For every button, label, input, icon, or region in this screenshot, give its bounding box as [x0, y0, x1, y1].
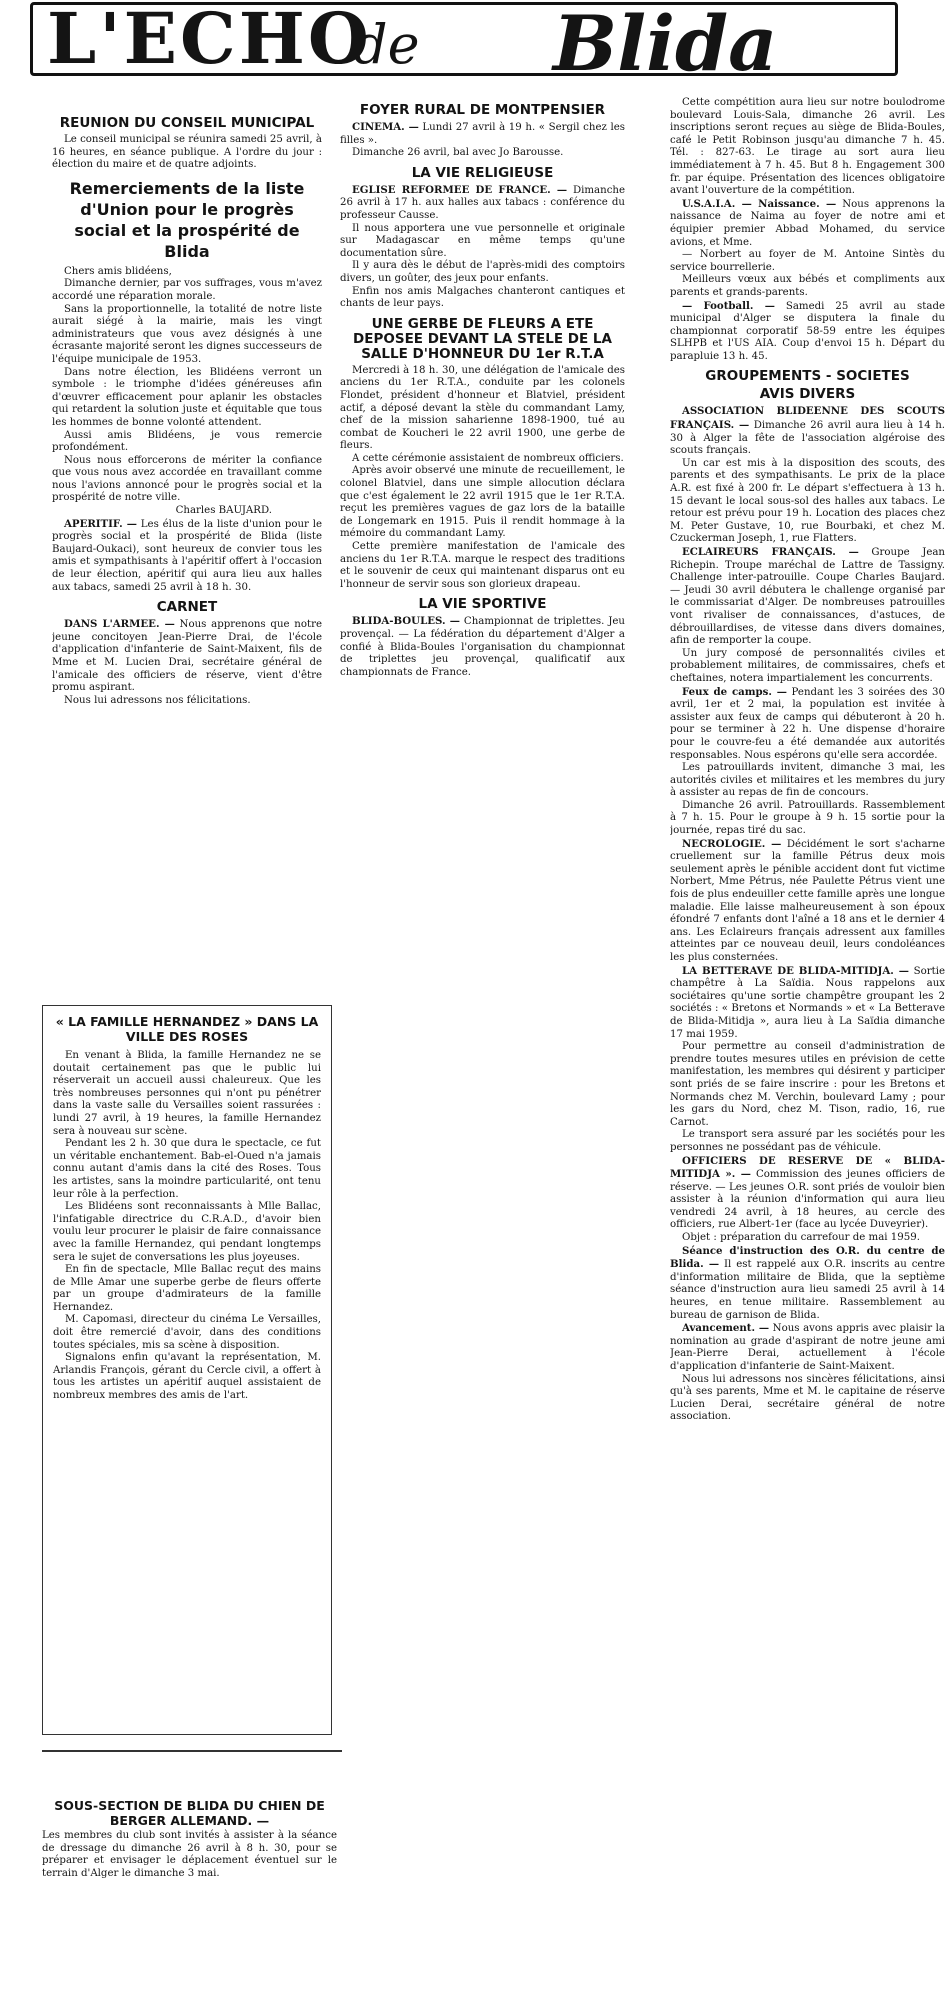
heading-avis-divers: AVIS DIVERS — [759, 386, 856, 403]
lead: Avancement. — — [682, 1322, 770, 1335]
paragraph-boules — [340, 615, 625, 679]
text: Sortie champêtre à La Saïdia. Nous rappelons aux sociétaires qu'une sortie champêtre groupant les 2 sociétés : « Bretons et Normands » et « La Betterave de Blida-Mitidja », aura lieu à La Saïdia dimanche 17 mai 1959. — [670, 965, 945, 1040]
paragraph: Mercredi à 18 h. 30, une délégation de l'amicale des anciens du 1er R.T.A., conduite par les colonels Flondet, président d'honneur et Blatviel, président actif, a déposé devant la stèle du commandant Lamy, chef de la mission saharienne 1898-1900, tué au combat de Koucheri le 22 avril 1900, une gerbe de fleurs. — [340, 364, 625, 452]
paragraph: M. Capomasi, directeur du cinéma Le Versailles, doit être remercié d'avoir, dans des conditions toutes spéciales, mis sa scène à disposition. — [53, 1314, 321, 1351]
paragraph-eglise — [340, 184, 625, 223]
lead: ECLAIREURS FRANÇAIS. — — [682, 546, 859, 558]
lead: DANS L'ARMEE. — — [64, 618, 175, 631]
text: Lundi 27 avril à 19 h. « Sergil chez les filles ». — [340, 122, 625, 146]
column-3 — [670, 97, 945, 1992]
paragraph-scouts — [670, 405, 945, 457]
paragraph: Dimanche 26 avril. Patrouillards. Rassemblement à 7 h. 15. Pour le groupe à 9 h. 15 sortie pour la journée, repas tiré du sac. — [670, 799, 945, 837]
paragraph: Un car est mis à la disposition des scouts, des parents et des sympathisants. Le prix de la place A.R. est fixé à 200 fr. Le départ s'effectuera à 13 h. 15 devant le local sous-sol des halles aux tabacs. Le retour est prévu pour 19 h. Location des places chez M. Peter Gustave, 10, rue Bourbaki, et chez M. Czuckerman Joseph, 1, rue Flatters. — [670, 457, 945, 545]
paragraph: Dimanche 26 avril, bal avec Jo Barousse. — [352, 147, 564, 159]
text: Dimanche 26 avril aura lieu à 14 h. 30 à Alger la fête de l'association algéroise des scouts français. — [670, 420, 945, 457]
text: Il est rappelé aux O.R. inscrits au centre d'information militaire de Blida, que la septième séance d'instruction aura lieu samedi 25 avril à 14 heures, en tenue militaire. Rassemblement au bureau de garnison de Blida. — [670, 1259, 945, 1321]
text: Groupe Jean Richepin. Troupe maréchal de Lattre de Tassigny. Challenge inter-patrouille. Coupe Charles Baujard. — Jeudi 30 avril débutera le challenge organisé par le commissariat d'Alger. De nombreuses patrouilles vont rivaliser de connaissances, d'astuces, de débrouillardises, de vitesse dans divers domaines, afin de remporter la coupe. — [670, 547, 945, 647]
text: Championnat de triplettes. Jeu provençal. — La fédération du département d'Alger a confié à Blida-Boules l'organisation du championnat de triplettes jeu provençal, qualificatif aux championnats de France. — [340, 616, 625, 678]
paragraph: Il y aura dès le début de l'après-midi des comptoirs divers, un goûter, des jeux pour enfants. — [340, 260, 625, 284]
text: Nous apprenons que notre jeune concitoyen Jean-Pierre Drai, de l'école d'application d'infanterie de Saint-Maixent, fils de Mme et M. Lucien Drai, secrétaire général de l'amicale des officiers de réserve, vient d'être promu aspirant. — [52, 619, 322, 694]
heading-groupements: GROUPEMENTS - SOCIETES — [705, 368, 910, 385]
lead: — Football. — — [682, 299, 775, 312]
paragraph: Nous lui adressons nos félicitations. — [64, 694, 251, 706]
heading-carnet: CARNET — [156, 599, 218, 616]
text: Pendant les 3 soirées des 30 avril, 1er et 2 mai, la population est invitée à assister aux feux de camps qui débuteront à 20 h. pour se terminer à 22 h. Une dispense d'horaire pour le couvre-feu a été demandée aux autorités responsables. Nous espérons qu'elle sera accordée. — [670, 686, 945, 761]
paragraph: Cette compétition aura lieu sur notre boulodrome boulevard Louis-Sala, dimanche 26 avril. Les inscriptions seront reçues au siège de Blida-Boules, café le Petit Robinson jusqu'au dimanche 7 h. 45. Tél. : 827-63. Le tirage au sort aura lieu immédiatement à 7 h. 45. But 8 h. Engagement 300 fr. par équipe. Présentation des licences obligatoire avant l'ouverture de la compétition. — [670, 97, 945, 197]
masthead-title-de: de — [353, 13, 420, 76]
text: Les élus de la liste d'union pour le progrès social et la prospérité de Blida (liste Baujard-Oukaci), sont heureux de convier tous les amis et sympathisants à l'apéritif offert à l'occasion de leur élection, apéritif qui aura lieu aux halles aux tabacs, samedi 25 avril à 18 h. 30. — [52, 518, 322, 593]
paragraph: A cette cérémonie assistaient de nombreux officiers. — [352, 452, 624, 464]
paragraph-feux — [670, 686, 945, 763]
paragraph: Dimanche dernier, par vos suffrages, vous m'avez accordé une réparation morale. — [52, 278, 322, 302]
heading-chien-de-berger: SOUS-SECTION DE BLIDA DU CHIEN DE BERGER ALLEMAND. — — [54, 1798, 325, 1828]
paragraph-aperitif — [52, 518, 322, 595]
lead: APERITIF. — — [64, 517, 137, 530]
paragraph-cinema — [340, 121, 625, 147]
paragraph: Nous nous efforcerons de mériter la confiance que vous nous avez accordée en travaillant comme nous l'avions annoncé pour le progrès social et la prospérité de notre ville. — [52, 454, 322, 504]
paragraph: En venant à Blida, la famille Hernandez ne se doutait certainement pas que le public lui réserverait un accueil aussi chaleureux. Que les très nombreuses personnes qui n'ont pu pénétrer dans la vaste salle du Versailles soient rassurées : lundi 27 avril, à 19 heures, la famille Hernandez sera à nouveau sur scène. — [53, 1050, 321, 1137]
heading-vie-religieuse: LA VIE RELIGIEUSE — [411, 164, 554, 181]
heading-conseil-municipal: REUNION DU CONSEIL MUNICIPAL — [59, 115, 315, 131]
paragraph: Objet : préparation du carrefour de mai 1959. — [682, 1232, 920, 1244]
lead: OFFICIERS DE RESERVE DE « BLIDA-MITIDJA ». — — [670, 1154, 945, 1181]
heading-remerciements: Remerciements de la liste d'Union pour le progrès social et la prospérité de Blida — [69, 178, 305, 261]
signature: Charles BAUJARD. — [175, 505, 272, 517]
text: Samedi 25 avril au stade municipal d'Alger se disputera la finale du championnat corporatif 58-59 entre les équipes SLHPB et l'US AIA. Coup d'envoi 15 h. Départ du parapluie 13 h. 45. — [670, 300, 945, 362]
lead: Séance d'instruction des O.R. du centre de Blida. — — [670, 1244, 945, 1271]
masthead — [30, 2, 898, 76]
lead: LA BETTERAVE DE BLIDA-MITIDJA. — — [682, 964, 909, 977]
paragraph: Signalons enfin qu'avant la représentation, M. Arlandis François, gérant du Cercle civil, a offert à tous les artistes un apéritif auquel assistaient de nombreux membres des amis de l'art. — [53, 1352, 321, 1402]
lead: U.S.A.I.A. — Naissance. — — [682, 197, 837, 210]
paragraph: Un jury composé de personnalités civiles et probablement militaires, de commissaires, chefs et cheftaines, notera impartialement les concurrents. — [670, 647, 945, 684]
paragraph: Cette première manifestation de l'amicale des anciens du 1er R.T.A. marque le respect des traditions et le souvenir de ceux qui maintenant disparus ont eu l'honneur de servir sous son glorieux drapeau. — [340, 541, 625, 590]
paragraph-seance — [670, 1245, 945, 1323]
masthead-title-blida: Blida — [553, 2, 778, 76]
paragraph-betterave — [670, 965, 945, 1042]
text: Dimanche 26 avril à 17 h. aux halles aux tabacs : conférence du professeur Causse. — [340, 184, 625, 221]
lead: ASSOCIATION BLIDEENNE DES SCOUTS FRANÇAIS. — — [670, 405, 945, 432]
paragraph: Nous lui adressons nos sincères félicitations, ainsi qu'à ses parents, Mme et M. le capitaine de réserve Lucien Derai, secrétaire général de notre association. — [670, 1373, 945, 1423]
paragraph: Sans la proportionnelle, la totalité de notre liste aurait siégé à la mairie, mais les vingt administrateurs que vous avez désignés à une écrasante majorité seront les dignes successeurs de l'équipe municipale de 1953. — [52, 303, 322, 365]
paragraph-avancement — [670, 1322, 945, 1373]
paragraph: — Norbert au foyer de M. Antoine Sintès du service bourrellerie. — [670, 249, 945, 273]
article-chien-de-berger — [42, 1798, 337, 1880]
paragraph: En fin de spectacle, Mlle Ballac reçut des mains de Mlle Amar une superbe gerbe de fleurs offerte par un groupe d'admirateurs de la famille Hernandez. — [53, 1264, 321, 1313]
paragraph: Les Blidéens sont reconnaissants à Mlle Ballac, l'infatigable directrice du C.R.A.D., d'avoir bien voulu leur procurer le plaisir de faire connaissance avec la famille Hernandez, qui pendant longtemps sera le sujet de conversations les plus joyeuses. — [53, 1201, 321, 1263]
article-famille-hernandez — [42, 1005, 332, 1735]
lead: CINEMA. — — [352, 121, 419, 133]
divider — [42, 1750, 342, 1752]
heading-famille-hernandez: « LA FAMILLE HERNANDEZ » DANS LA VILLE DES ROSES — [55, 1014, 319, 1044]
text: Décidément le sort s'acharne cruellement sur la famille Pétrus deux mois seulement après le pénible accident dont fut victime Norbert, Mme Pétrus, née Paulette Pétrus vient une fois de plus endeuiller cette famille après une longue maladie. Elle laisse malheureusement à son époux éfondré 7 enfants dont l'aîné a 18 ans et le dernier 4 ans. Les Eclaireurs français adressent aux familles atteintes par ce nouveau deuil, leurs condoléances les plus consternées. — [670, 838, 945, 963]
lead: NECROLOGIE. — — [682, 837, 782, 850]
paragraph: Aussi amis Blidéens, je vous remercie profondément. — [52, 429, 322, 454]
paragraph: Les membres du club sont invités à assister à la séance de dressage du dimanche 26 avril à 8 h. 30, pour se préparer et envisager le déplacement éventuel sur le terrain d'Alger le dimanche 3 mai. — [42, 1830, 337, 1879]
paragraph: Le transport sera assuré par les sociétés pour les personnes ne possédant pas de véhicule. — [670, 1129, 945, 1153]
masthead-title-echo: L'ECHO — [47, 2, 372, 76]
heading-foyer-rural: FOYER RURAL DE MONTPENSIER — [359, 102, 606, 118]
paragraph: Pour permettre au conseil d'administration de prendre toutes mesures utiles en prévision de cette manifestation, les membres qui désirent y participer sont priés de se faire inscrire : pour les Bretons et Normands chez M. Verchin, boulevard Lamy ; pour les gars du Nord, chez M. Tison, radio, 16, rue Carnot. — [670, 1041, 945, 1128]
paragraph: Pendant les 2 h. 30 que dura le spectacle, ce fut un véritable enchantement. Bab-el-Oued n'a jamais connu autant d'amis dans la cité des Roses. Tous les artistes, sans la moindre particularité, ont tenu leur rôle à la perfection. — [53, 1138, 321, 1200]
lead: Feux de camps. — — [682, 685, 787, 698]
column-1 — [52, 110, 322, 902]
paragraph: Enfin nos amis Malgaches chanteront cantiques et chants de leur pays. — [340, 285, 625, 310]
paragraph: Le conseil municipal se réunira samedi 25 avril, à 16 heures, en séance publique. A l'ordre du jour : élection du maire et de quatre adjoints. — [52, 134, 322, 171]
paragraph-armee — [52, 618, 322, 695]
text: Commission des jeunes officiers de réserve. — Les jeunes O.R. sont priés de vouloir bien assister à la réunion d'information qui aura lieu vendredi 24 avril, à 18 heures, au cercle des officiers, rue Albert-1er (face au lycée Duveyrier). — [670, 1169, 945, 1231]
paragraph: Il nous apportera une vue personnelle et originale sur Madagascar en même temps qu'une documentation sûre. — [340, 222, 625, 259]
paragraph: Meilleurs vœux aux bébés et compliments aux parents et grands-parents. — [670, 274, 945, 298]
lead: EGLISE REFORMEE DE FRANCE. — — [352, 183, 568, 196]
paragraph-football — [670, 300, 945, 364]
text: Nous apprenons la naissance de Naima au foyer de notre ami et équipier premier Abbad Mohamed, du service avions, et Mme. — [670, 198, 945, 248]
paragraph-necrologie — [670, 838, 945, 965]
text: Nous avons appris avec plaisir la nomination au grade d'aspirant de notre jeune ami Jean-Pierre Derai, actuellement à l'école d'application d'infanterie de Saint-Maixent. — [670, 1323, 945, 1372]
lead: BLIDA-BOULES. — — [352, 615, 460, 628]
paragraph-eclaireurs — [670, 546, 945, 648]
heading-gerbe: UNE GERBE DE FLEURS A ETE DEPOSEE DEVANT LA STELE DE LA SALLE D'HONNEUR DU 1er R.T.A — [353, 315, 612, 362]
paragraph-usaia — [670, 198, 945, 249]
heading-vie-sportive: LA VIE SPORTIVE — [418, 596, 547, 613]
paragraph: Chers amis blidéens, — [64, 265, 172, 277]
paragraph: Les patrouillards invitent, dimanche 3 mai, les autorités civiles et militaires et les membres du jury à assister au repas de fin de concours. — [670, 762, 945, 799]
paragraph: Après avoir observé une minute de recueillement, le colonel Blatviel, dans une simple allocution déclara que c'est également le 22 avril 1915 que le 1er R.T.A. reçut les premières vagues de gaz lors de la bataille de Longemark en 1915. Puis il rendit hommage à la mémoire du commandant Lamy. — [340, 465, 625, 540]
paragraph-officiers — [670, 1155, 945, 1233]
column-2 — [340, 97, 625, 992]
paragraph: Dans notre élection, les Blidéens verront un symbole : le triomphe d'idées généreuses afin d'œuvrer efficacement pour aplanir les obstacles qui retardent la solution juste et équitable que tous les hommes de bonne volonté attendent. — [52, 366, 322, 428]
